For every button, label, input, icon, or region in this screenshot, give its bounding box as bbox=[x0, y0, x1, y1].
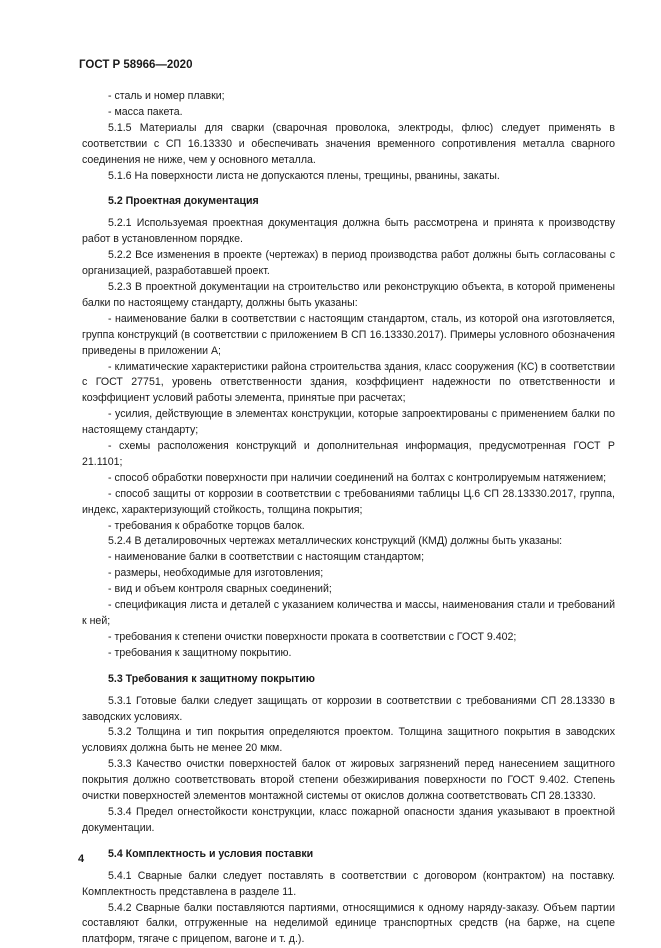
paragraph: 5.1.5 Материалы для сварки (сварочная проволока, электроды, флюс) следует применять в соответствии с СП 16.13330 и обеспечивать значения временного сопротивления металла сварного соединения не ниже, чем у основного металла. bbox=[82, 121, 615, 169]
paragraph: 5.4.1 Сварные балки следует поставлять в соответствии с договором (контрактом) на поставку. Комплектность представлена в разделе 11. bbox=[82, 869, 615, 901]
page-number: 4 bbox=[78, 853, 84, 865]
section-heading: 5.4 Комплектность и условия поставки bbox=[82, 847, 615, 863]
paragraph: 5.2.4 В деталировочных чертежах металлических конструкций (КМД) должны быть указаны: bbox=[82, 534, 615, 550]
list-item: - требования к защитному покрытию. bbox=[82, 646, 615, 662]
document-header: ГОСТ Р 58966—2020 bbox=[79, 59, 192, 71]
list-item: - вид и объем контроля сварных соединений; bbox=[82, 582, 615, 598]
paragraph: 5.3.2 Толщина и тип покрытия определяются проектом. Толщина защитного покрытия в заводских условиях должна быть не менее 20 мкм. bbox=[82, 725, 615, 757]
paragraph: 5.3.1 Готовые балки следует защищать от коррозии в соответствии с требованиями СП 28.13330 в заводских условиях. bbox=[82, 694, 615, 726]
paragraph: - сталь и номер плавки; bbox=[82, 89, 615, 105]
paragraph: 5.4.2 Сварные балки поставляются партиями, относящимися к одному наряду-заказу. Объем партии составляют балки, отгруженные на неделимой единице транспортных средств (на барже, на сцепе платформ, тягаче с прицепом, вагоне и т. д.). bbox=[82, 901, 615, 948]
paragraph: 5.1.6 На поверхности листа не допускаются плены, трещины, рванины, закаты. bbox=[82, 169, 615, 185]
list-item: - наименование балки в соответствии с настоящим стандартом, сталь, из которой она изготовляется, группа конструкций (в соответствии с приложением В СП 16.13330.2017). Примеры условного обозначения приведены в приложении А; bbox=[82, 312, 615, 360]
paragraph: 5.2.3 В проектной документации на строительство или реконструкцию объекта, в которой применены балки по настоящему стандарту, должны быть указаны: bbox=[82, 280, 615, 312]
list-item: - требования к обработке торцов балок. bbox=[82, 519, 615, 535]
paragraph: 5.3.3 Качество очистки поверхностей балок от жировых загрязнений перед нанесением защитного покрытия должно соответствовать второй степени обезжиривания поверхности по ГОСТ 9.402. Степень очистки поверхностей элементов монтажной системы от окислов должна соответствовать СП 28.13330. bbox=[82, 757, 615, 805]
paragraph: 5.2.2 Все изменения в проекте (чертежах) в период производства работ должны быть согласованы с организацией, разработавшей проект. bbox=[82, 248, 615, 280]
list-item: - схемы расположения конструкций и дополнительная информация, предусмотренная ГОСТ Р 21.1101; bbox=[82, 439, 615, 471]
list-item: - наименование балки в соответствии с настоящим стандартом; bbox=[82, 550, 615, 566]
paragraph: - масса пакета. bbox=[82, 105, 615, 121]
list-item: - способ защиты от коррозии в соответствии с требованиями таблицы Ц.6 СП 28.13330.2017, группа, индекс, характеризующий стойкость, толщина покрытия; bbox=[82, 487, 615, 519]
list-item: - способ обработки поверхности при наличии соединений на болтах с контролируемым натяжением; bbox=[82, 471, 615, 487]
list-item: - требования к степени очистки поверхности проката в соответствии с ГОСТ 9.402; bbox=[82, 630, 615, 646]
paragraph: 5.3.4 Предел огнестойкости конструкции, класс пожарной опасности здания указывают в проектной документации. bbox=[82, 805, 615, 837]
section-heading: 5.2 Проектная документация bbox=[82, 194, 615, 210]
document-body bbox=[82, 89, 615, 948]
list-item: - спецификация листа и деталей с указанием количества и массы, наименования стали и требований к ней; bbox=[82, 598, 615, 630]
list-item: - размеры, необходимые для изготовления; bbox=[82, 566, 615, 582]
paragraph: 5.2.1 Используемая проектная документация должна быть рассмотрена и принята к производству работ в установленном порядке. bbox=[82, 216, 615, 248]
list-item: - климатические характеристики района строительства здания, класс сооружения (КС) в соответствии с ГОСТ 27751, уровень ответственности здания, коэффициент надежности по ответственности и коэффициент условий работы элемента, принятые при расчетах; bbox=[82, 360, 615, 408]
list-item: - усилия, действующие в элементах конструкции, которые запроектированы с применением балки по настоящему стандарту; bbox=[82, 407, 615, 439]
section-heading: 5.3 Требования к защитному покрытию bbox=[82, 672, 615, 688]
